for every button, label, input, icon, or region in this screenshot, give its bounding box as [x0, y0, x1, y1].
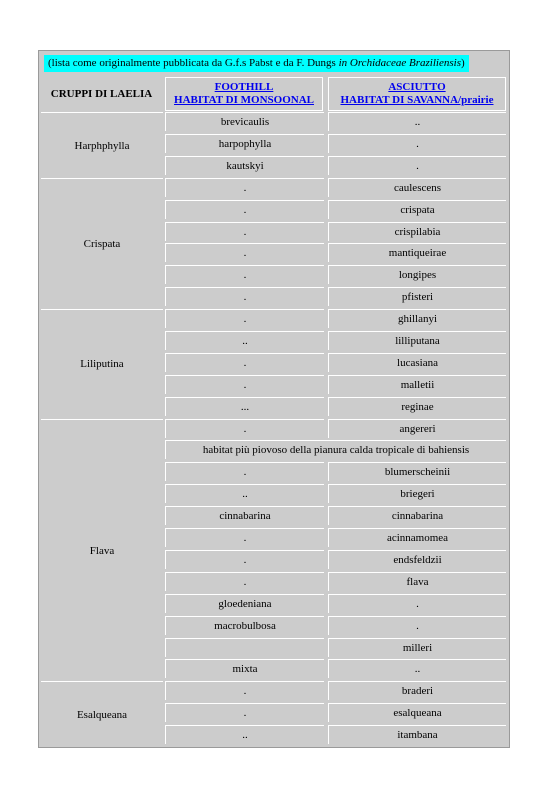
dry-habitat-cell: pfisteri	[328, 287, 506, 306]
foothill-cell: ...	[165, 397, 324, 416]
group-name: Esalqueana	[41, 681, 163, 747]
foothill-cell: cinnabarina	[165, 506, 324, 525]
foothill-cell: .	[165, 462, 324, 481]
dry-habitat-cell: itambana	[328, 725, 506, 744]
foothill-cell: gloedeniana	[165, 594, 324, 613]
foothill-cell: ..	[165, 725, 324, 744]
group-name: Liliputina	[41, 309, 163, 418]
group-column-header: CRUPPI DI LAELIA	[50, 88, 153, 100]
foothill-cell: .	[165, 353, 324, 372]
caption-text: (lista come originalmente pubblicata da G.f.s Pabst e da F. Dungs	[48, 57, 339, 69]
group-name: Harphphylla	[41, 112, 163, 178]
group-name: Crispata	[41, 178, 163, 309]
dry-habitat-cell: flava	[328, 572, 506, 591]
foothill-cell: .	[165, 222, 324, 241]
dry-habitat-cell: mantiqueirae	[328, 243, 506, 262]
foothill-cell: harpophylla	[165, 134, 324, 153]
dry-habitat-cell: endsfeldzii	[328, 550, 506, 569]
dry-habitat-cell: ..	[328, 112, 506, 131]
foothill-cell: .	[165, 309, 324, 328]
dry-habitat-cell: briegeri	[328, 484, 506, 503]
dry-habitat-cell: .	[328, 134, 506, 153]
foothill-cell: mixta	[165, 659, 324, 678]
dry-habitat-cell: blumerscheinii	[328, 462, 506, 481]
dry-habitat-cell: .	[328, 616, 506, 635]
note-cell: habitat più piovoso della pianura calda tropicale di bahiensis	[165, 440, 506, 459]
dry-habitat-cell: braderi	[328, 681, 506, 700]
savanna-link[interactable]: HABITAT DI SAVANNA/prairie	[340, 94, 494, 106]
dry-habitat-cell: .	[328, 156, 506, 175]
dry-habitat-cell: crispilabia	[328, 222, 506, 241]
dry-habitat-cell: caulescens	[328, 178, 506, 197]
foothill-cell: .	[165, 681, 324, 700]
foothill-cell: .	[165, 703, 324, 722]
foothill-column-header	[165, 77, 323, 111]
dry-habitat-cell: acinnamomea	[328, 528, 506, 547]
dry-habitat-cell: crispata	[328, 200, 506, 219]
foothill-cell: kautskyi	[165, 156, 324, 175]
foothill-cell: ..	[165, 484, 324, 503]
dry-habitat-cell: milleri	[328, 638, 506, 657]
foothill-cell: .	[165, 572, 324, 591]
group-name: Flava	[41, 419, 163, 682]
foothill-cell: .	[165, 419, 324, 438]
foothill-link[interactable]: FOOTHILL	[214, 81, 274, 93]
dry-habitat-cell: ..	[328, 659, 506, 678]
foothill-cell: .	[165, 200, 324, 219]
foothill-cell: ..	[165, 331, 324, 350]
dry-habitat-cell: malletii	[328, 375, 506, 394]
foothill-cell: .	[165, 265, 324, 284]
foothill-cell: macrobulbosa	[165, 616, 324, 635]
dry-habitat-cell: cinnabarina	[328, 506, 506, 525]
dry-habitat-cell: longipes	[328, 265, 506, 284]
dry-habitat-cell: reginae	[328, 397, 506, 416]
dry-habitat-cell: .	[328, 594, 506, 613]
dry-habitat-cell: esalqueana	[328, 703, 506, 722]
dry-habitat-cell: ghillanyi	[328, 309, 506, 328]
foothill-cell: brevicaulis	[165, 112, 324, 131]
dry-habitat-cell: angereri	[328, 419, 506, 438]
foothill-cell: .	[165, 528, 324, 547]
caption-italic: in Orchidaceae Braziliensis	[338, 57, 461, 69]
caption-close: )	[460, 57, 465, 69]
asciutto-link[interactable]: ASCIUTTO	[388, 81, 446, 93]
foothill-cell	[165, 638, 324, 657]
foothill-cell: .	[165, 550, 324, 569]
monsoonal-link[interactable]: HABITAT DI MONSOONAL	[174, 94, 314, 106]
foothill-cell: .	[165, 375, 324, 394]
foothill-cell: .	[165, 243, 324, 262]
orchid-table	[38, 50, 510, 748]
dry-habitat-cell: lilliputana	[328, 331, 506, 350]
foothill-cell: .	[165, 287, 324, 306]
table-caption	[44, 55, 469, 72]
dry-column-header	[328, 77, 506, 111]
dry-habitat-cell: lucasiana	[328, 353, 506, 372]
foothill-cell: .	[165, 178, 324, 197]
